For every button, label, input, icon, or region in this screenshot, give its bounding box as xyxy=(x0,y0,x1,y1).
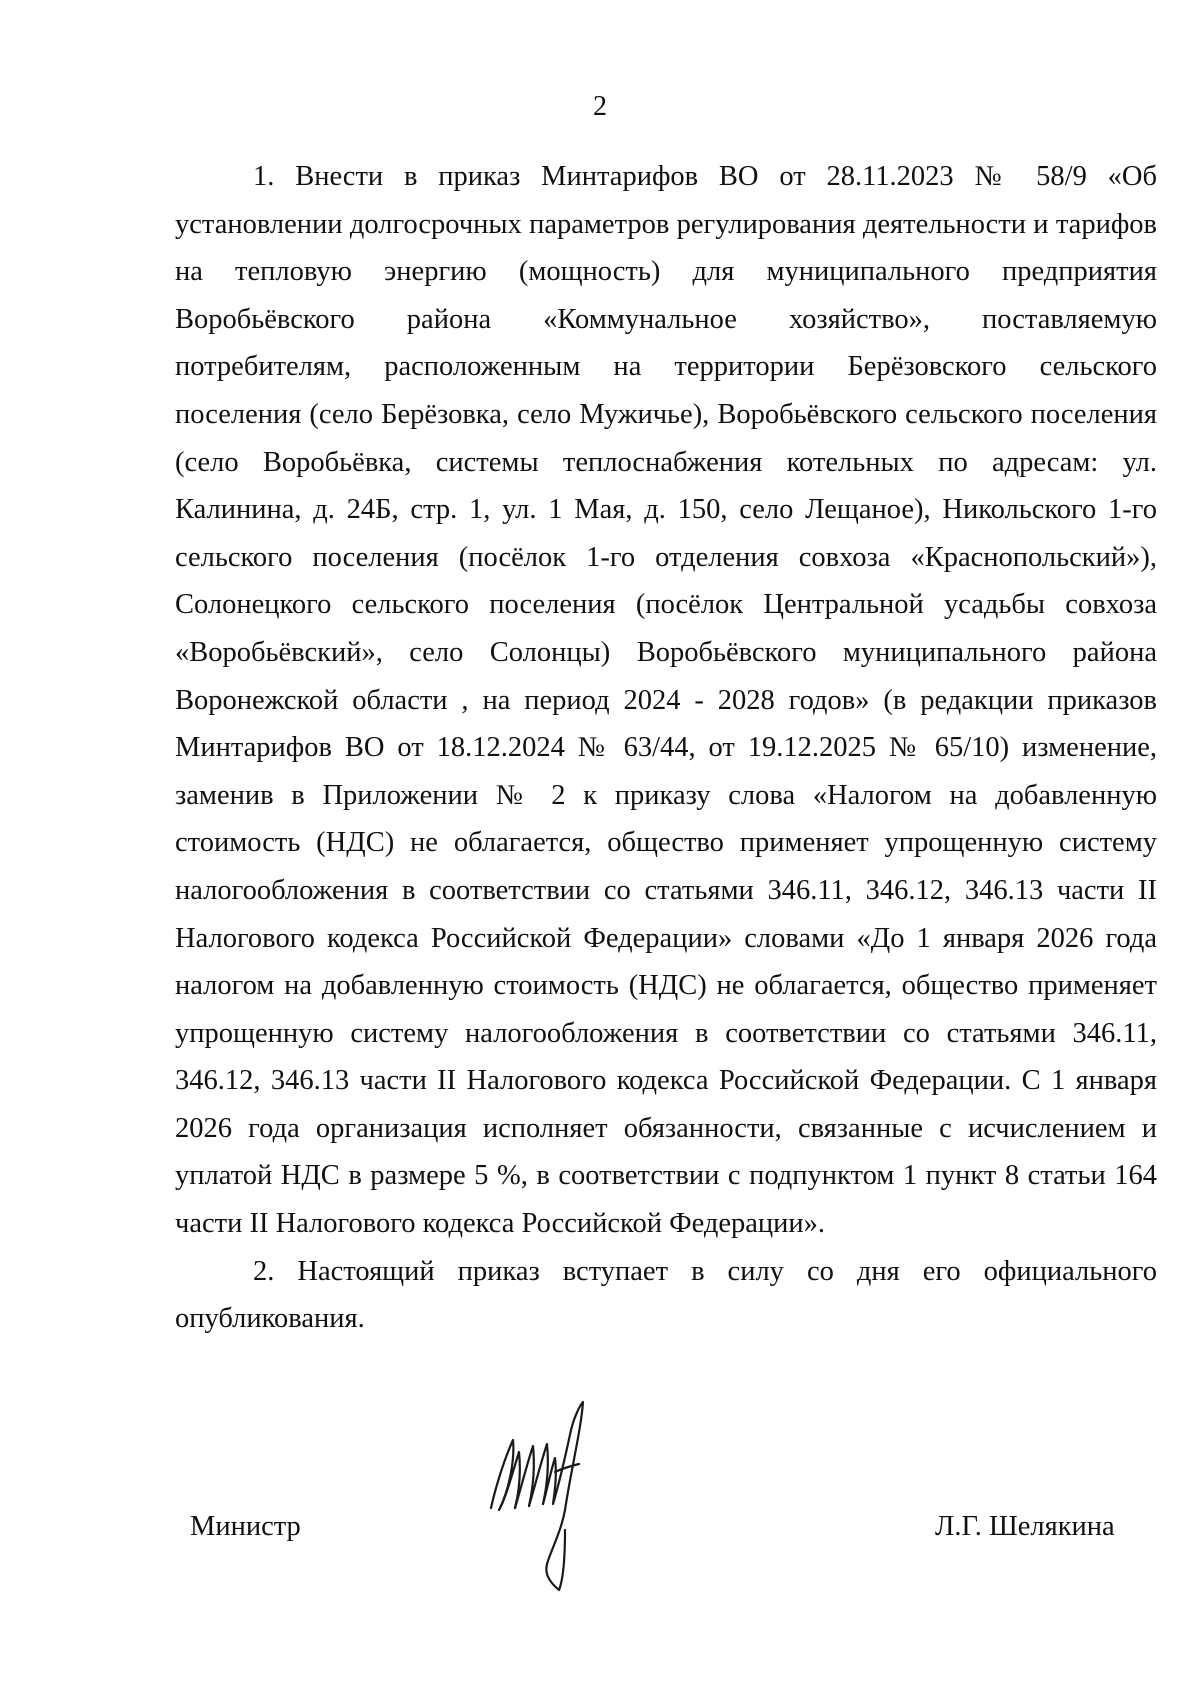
paragraph-2: 2. Настоящий приказ вступает в силу со дня его официального опубликования. xyxy=(175,1255,1157,1335)
handwritten-signature xyxy=(485,1400,615,1600)
signatory-title: Министр xyxy=(190,1511,301,1542)
document-body xyxy=(175,153,1157,1343)
page-number: 2 xyxy=(593,91,607,122)
signature-block xyxy=(0,1400,1200,1620)
signatory-name: Л.Г. Шелякина xyxy=(935,1511,1115,1542)
paragraph-1: 1. Внести в приказ Минтарифов ВО от 28.11.2023 № 58/9 «Об установлении долгосрочных параметров регулирования деятельности и тарифов на тепловую энергию (мощность) для муниципального предприятия Воробьёвского района «Коммунальное хозяйство», поставляемую потребителям, расположенным на территории Берёзовского сельского поселения (село Берёзовка, село Мужичье), Воробьёвского сельского поселения (село Воробьёвка, системы теплоснабжения котельных по адресам: ул. Калинина, д. 24Б, стр. 1, ул. 1 Мая, д. 150, село Лещаное), Никольского 1-го сельского поселения (посёлок 1-го отделения совхоза «Краснопольский»), Солонецкого сельского поселения (посёлок Центральной усадьбы совхоза «Воробьёвский», село Солонцы) Воробьёвского муниципального района Воронежской области , на период 2024 - 2028 годов» (в редакции приказов Минтарифов ВО от 18.12.2024 № 63/44, от 19.12.2025 № 65/10) изменение, заменив в Приложении № 2 к приказу слова «Налогом на добавленную стоимость (НДС) не облагается, общество применяет упрощенную систему налогообложения в соответствии со статьями 346.11, 346.12, 346.13 части II Налогового кодекса Российской Федерации» словами «До 1 января 2026 года налогом на добавленную стоимость (НДС) не облагается, общество применяет упрощенную систему налогообложения в соответствии со статьями 346.11, 346.12, 346.13 части II Налогового кодекса Российской Федерации. С 1 января 2026 года организация исполняет обязанности, связанные с исчислением и уплатой НДС в размере 5 %, в соответствии с подпунктом 1 пункт 8 статьи 164 части II Налогового кодекса Российской Федерации». xyxy=(175,161,1157,1240)
